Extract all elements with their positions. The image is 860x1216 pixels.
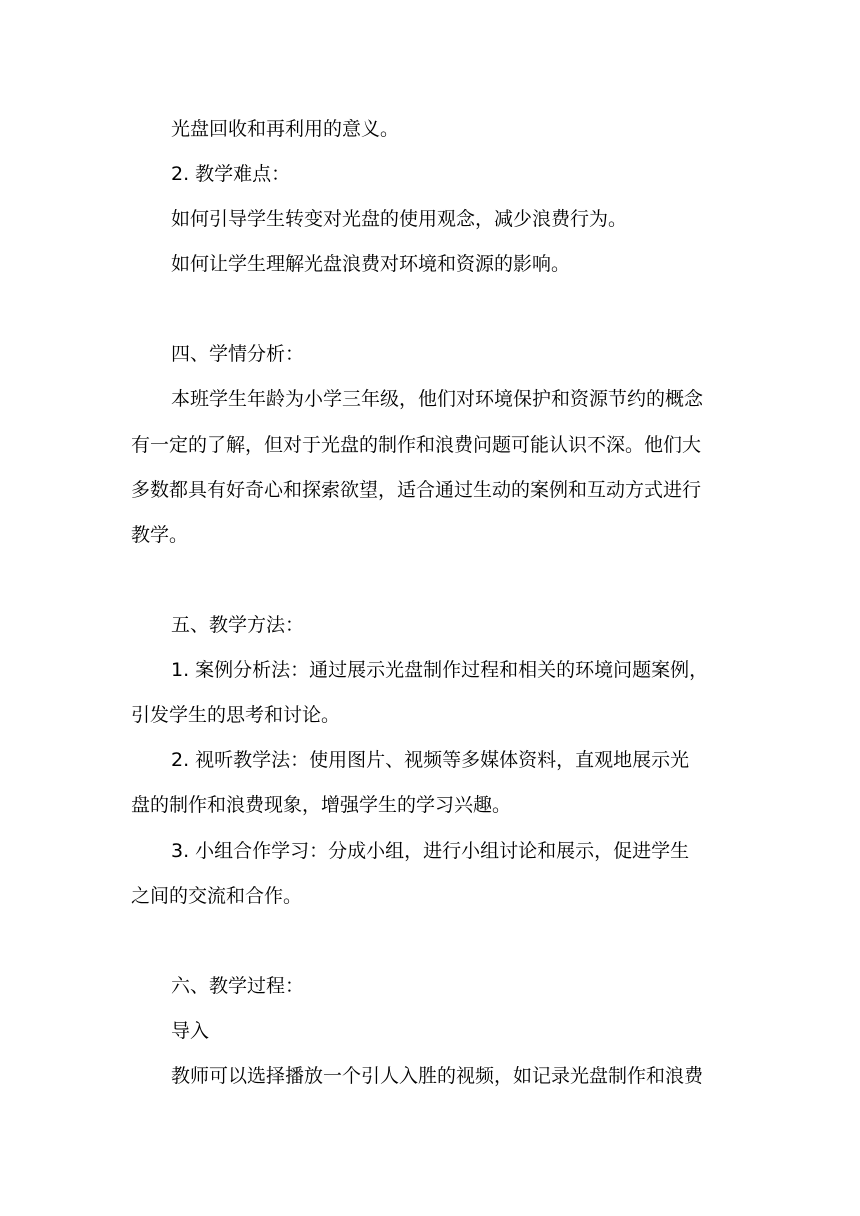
- paragraph-line: 本班学生年龄为小学三年级，他们对环境保护和资源节约的概念: [171, 388, 704, 410]
- list-item-line: 3. 小组合作学习：分成小组，进行小组讨论和展示，促进学生: [171, 840, 690, 862]
- paragraph-line: 多数都具有好奇心和探索欲望，适合通过生动的案例和互动方式进行: [131, 479, 702, 501]
- body-text-line: 如何让学生理解光盘浪费对环境和资源的影响。: [171, 253, 571, 275]
- list-item-line: 1. 案例分析法：通过展示光盘制作过程和相关的环境问题案例，: [171, 659, 709, 681]
- section-heading: 四、学情分析：: [171, 343, 305, 365]
- subsection-heading: 导入: [171, 1020, 210, 1042]
- list-item-line: 2. 视听教学法：使用图片、视频等多媒体资料，直观地展示光: [171, 749, 690, 771]
- list-item-line: 之间的交流和合作。: [131, 885, 303, 907]
- body-text-line: 如何引导学生转变对光盘的使用观念，减少浪费行为。: [171, 208, 628, 230]
- list-item-line: 盘的制作和浪费现象，增强学生的学习兴趣。: [131, 794, 512, 816]
- paragraph-line: 教学。: [131, 524, 189, 546]
- section-heading: 六、教学过程：: [171, 975, 305, 997]
- section-heading: 五、教学方法：: [171, 614, 305, 636]
- list-item-line: 引发学生的思考和讨论。: [131, 704, 341, 726]
- section-subheading: 2. 教学难点：: [171, 163, 291, 185]
- paragraph-line: 有一定的了解，但对于光盘的制作和浪费问题可能认识不深。他们大: [131, 434, 702, 456]
- paragraph-line: 教师可以选择播放一个引人入胜的视频，如记录光盘制作和浪费: [171, 1065, 704, 1087]
- body-text-line: 光盘回收和再利用的意义。: [171, 118, 400, 140]
